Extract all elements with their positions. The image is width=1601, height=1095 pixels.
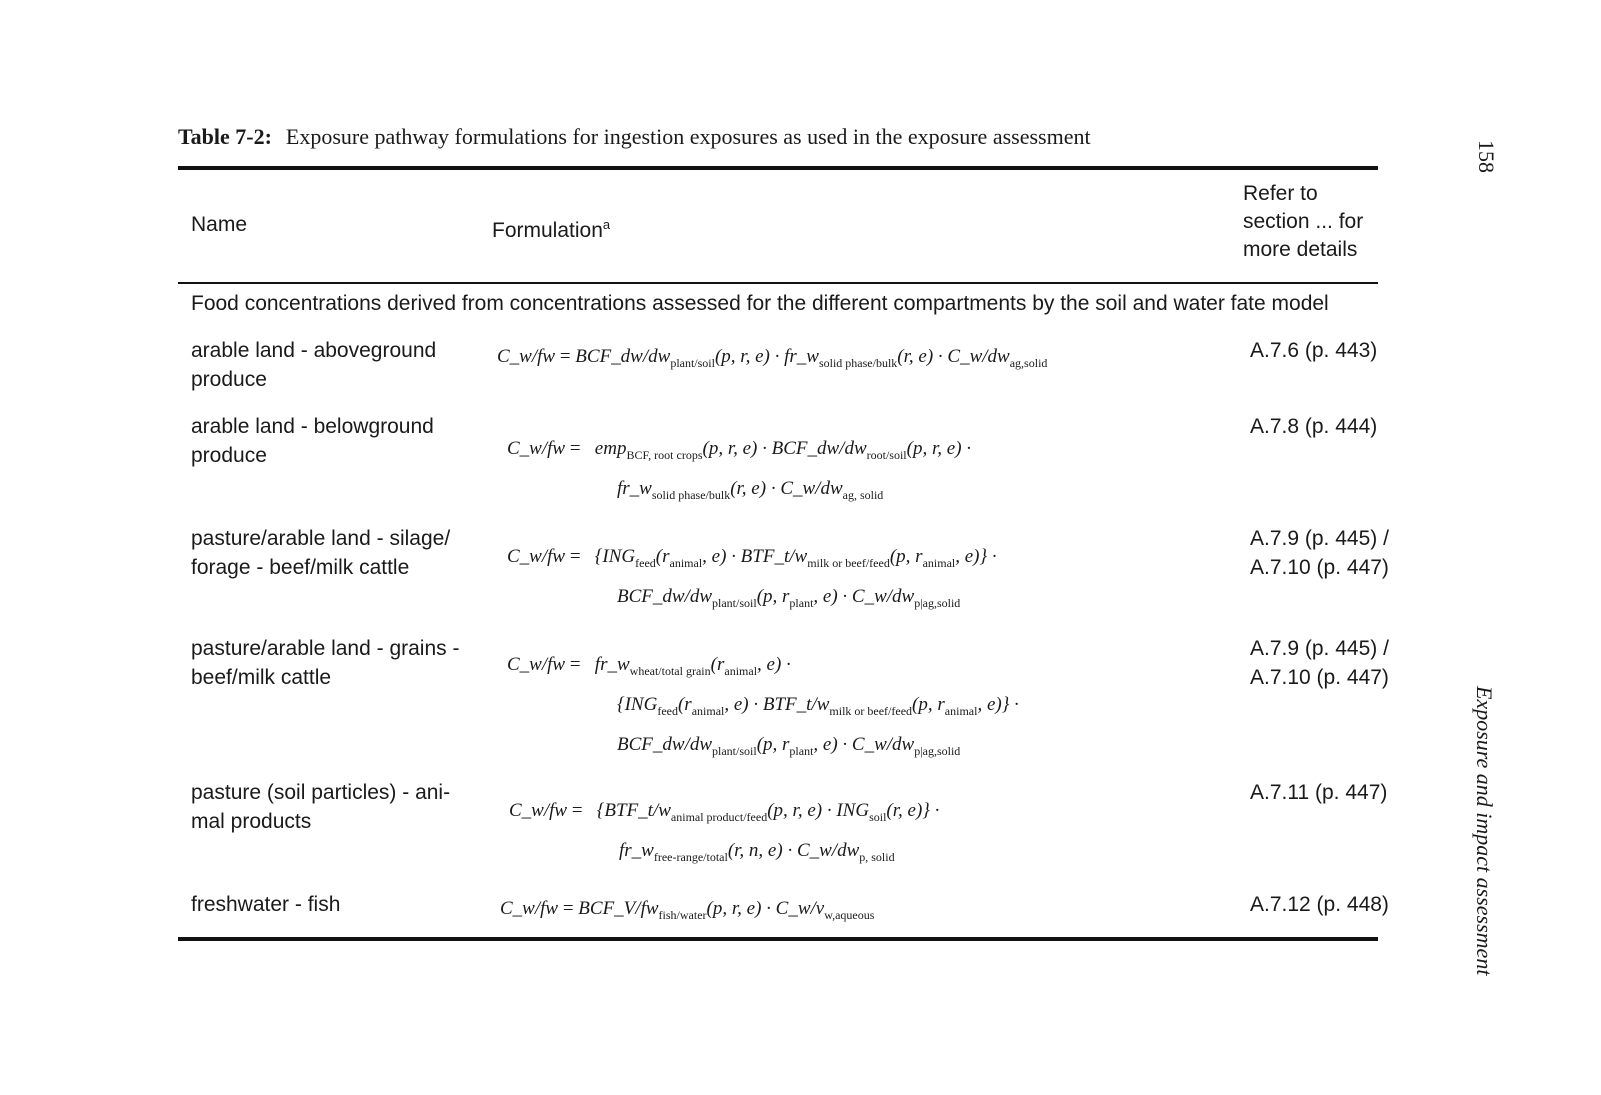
formula-soil-particles: C_w/fw = {$BTF\_t/w_{animal product/feed}(p$, r, $e) \cdot ING_{soil}(r$, e)} · $fr\_w_{free-range/total}(r$, n, $e) \cdot C\_w/dw_{p, solid}$ — [509, 800, 940, 864]
table-row-ref: A.7.9 (p. 445) / A.7.10 (p. 447) — [1250, 527, 1389, 579]
section-heading: Food concentrations derived from concentrations assessed for the different compartments by the soil and water fate model — [191, 292, 1329, 315]
table-row-ref: A.7.12 (p. 448) — [1250, 893, 1389, 916]
header-name: Name — [191, 213, 248, 236]
formula-aboveground: C_w/fw = $BCF\_dw/dw_{plant/soil}(p$, r, $e) \cdot fr\_w_{solid phase/bulk}(r$, $e) \cdot C\_w/dw_{ag,solid}$ — [497, 346, 1048, 370]
formula-silage-forage: C_w/fw = {$ING_{feed}(r_{animal}$, $e) \cdot BTF\_t/w_{milk or beef/feed}(p$, $r_{animal}$, e)} · $BCF\_dw/dw_{plant/soil}(p$, $r_{plant}$, $e) \cdot C\_w/dw_{p|ag,solid}$ — [507, 546, 997, 610]
table-row-ref: A.7.9 (p. 445) / A.7.10 (p. 447) — [1250, 637, 1389, 689]
table-label: Table 7-2: — [178, 124, 272, 149]
footnote-marker: a — [602, 217, 611, 232]
table-row-ref: A.7.8 (p. 444) — [1250, 415, 1378, 438]
table-row-name: arable land - belowground produce — [191, 415, 434, 467]
table-row-ref: A.7.11 (p. 447) — [1250, 781, 1388, 804]
formula-belowground: C_w/fw = emp$_{BCF, root crops}$(p, r, $e) \cdot BCF\_dw/dw_{root/soil}(p$, r, e) · $fr\_w_{solid phase/bulk}(r$, $e) \cdot C\_w/dw_{ag, solid}$ — [507, 438, 972, 502]
table-caption-text: Exposure pathway formulations for ingestion exposures as used in the exposure assessment — [285, 124, 1091, 149]
formula-grains: C_w/fw = $fr\_w_{wheat/total grain}(r_{animal}$, e) · {$ING_{feed}(r_{animal}$, $e) \cdot BTF\_t/w_{milk or beef/feed}(p$, $r_{animal}$, e)} · $BCF\_dw/dw_{plant/soil}(p$, $r_{plant}$, $e) \cdot C\_w/dw_{p|ag,solid}$ — [507, 654, 1019, 758]
formula-fish: C_w/fw = $BCF\_V/fw_{fish/water}(p$, r, $e) \cdot C\_w/v_{w,aqueous}$ — [500, 898, 875, 922]
table-row-name: arable land - aboveground produce — [191, 339, 437, 391]
table-header-rule — [178, 282, 1378, 284]
page-number: 158 — [1474, 140, 1499, 173]
table-caption — [178, 124, 1091, 150]
table-row-name: pasture (soil particles) - ani- mal products — [191, 781, 451, 833]
header-refer: Refer to section ... for more details — [1243, 182, 1364, 261]
table-bottom-rule — [178, 937, 1378, 941]
table-top-rule — [178, 166, 1378, 170]
running-title: Exposure and impact assessment — [1472, 686, 1497, 976]
table-row-name: pasture/arable land - silage/ forage - beef/milk cattle — [191, 527, 451, 579]
table-row-name: freshwater - fish — [191, 893, 341, 916]
table-row-ref: A.7.6 (p. 443) — [1250, 339, 1378, 362]
table-row-name: pasture/arable land - grains - beef/milk cattle — [191, 637, 460, 689]
header-formulation: Formulation$^a$ — [492, 217, 611, 242]
